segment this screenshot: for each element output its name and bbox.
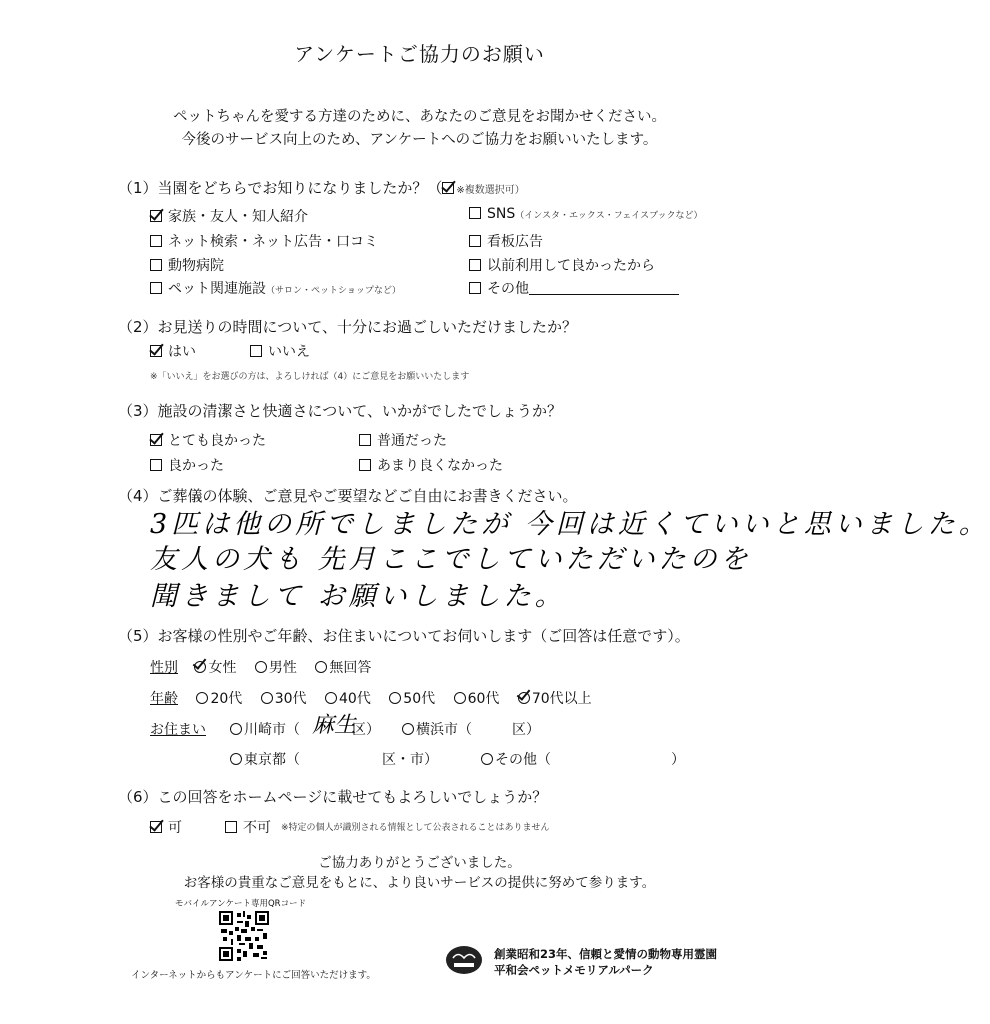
q1-option-net[interactable]: ネット検索・ネット広告・口コミ: [150, 231, 378, 251]
age-option-40s[interactable]: 40代: [325, 691, 371, 707]
checkbox-icon[interactable]: [469, 259, 481, 271]
q3-option-good[interactable]: 良かった: [150, 455, 224, 475]
checkbox-icon[interactable]: [225, 821, 237, 833]
other-blank[interactable]: [529, 282, 679, 295]
checkbox-icon[interactable]: [469, 207, 481, 219]
checkbox-icon[interactable]: [150, 282, 162, 294]
q2-question: （2）お見送りの時間について、十分にお過ごしいただけましたか？: [118, 318, 577, 336]
q6-question: （6）この回答をホームページに載せてもよろしいでしょうか？: [118, 788, 548, 806]
q1-option-sns[interactable]: SNS（インスタ・エックス・フェイスブックなど）: [469, 206, 703, 222]
handwritten-line-1: 3匹は他の所でしましたが 今回は近くていいと思いました。: [150, 509, 990, 540]
qr-code-icon[interactable]: [219, 911, 269, 961]
q4-question: （4）ご葬儀の体験、ご意見やご要望などご自由にお書きください。: [118, 487, 578, 505]
q3-option-not-good[interactable]: あまり良くなかった: [359, 455, 503, 475]
checkbox-icon[interactable]: [359, 434, 371, 446]
q3-question: （3）施設の清潔さと快適さについて、いかがでしたでしょうか？: [118, 402, 562, 420]
q3-option-average[interactable]: 普通だった: [359, 430, 447, 450]
thanks-line-1: ご協力ありがとうございました。: [318, 855, 521, 871]
age-option-30s[interactable]: 30代: [261, 691, 307, 707]
radio-icon[interactable]: [194, 661, 206, 673]
q1-option-family[interactable]: 家族・友人・知人紹介: [150, 206, 308, 226]
handwritten-line-3: 聞きまして お願いしました。: [150, 581, 566, 612]
q6-note: ※特定の個人が識別される情報として公表されることはありません: [281, 823, 550, 833]
age-option-20s[interactable]: 20代: [196, 691, 242, 707]
handwritten-ward: 麻生: [312, 713, 357, 738]
q2-note: ※「いいえ」をお選びの方は、よろしければ（4）にご意見をお願いいたします: [150, 372, 470, 382]
checkbox-icon[interactable]: [150, 459, 162, 471]
residence-label: お住まい: [150, 722, 206, 738]
checkbox-icon[interactable]: [150, 345, 162, 357]
radio-icon[interactable]: [261, 692, 273, 704]
checkbox-icon[interactable]: [150, 210, 162, 222]
checkbox-icon[interactable]: [250, 345, 262, 357]
handwritten-line-2: 友人の犬も 先月ここでしていただいたのを: [150, 544, 752, 575]
radio-icon[interactable]: [454, 692, 466, 704]
checkbox-icon[interactable]: [359, 459, 371, 471]
residence-other[interactable]: その他（ ）: [481, 749, 685, 769]
q1-option-pet-facility[interactable]: ペット関連施設（サロン・ペットショップなど）: [150, 278, 401, 298]
company-name: 平和会ペットメモリアルパーク: [494, 963, 654, 977]
q3-option-very-good[interactable]: とても良かった: [150, 430, 266, 450]
q5-question: （5）お客様の性別やご年齢、お住まいについてお伺いします（ご回答は任意です）。: [118, 627, 690, 645]
qr-caption: インターネットからもアンケートにご回答いただけます。: [131, 970, 376, 981]
radio-icon[interactable]: [315, 661, 327, 673]
radio-icon[interactable]: [389, 692, 401, 704]
radio-icon[interactable]: [196, 692, 208, 704]
checkbox-icon[interactable]: [150, 259, 162, 271]
radio-icon[interactable]: [402, 723, 414, 735]
age-label: 年齢: [150, 691, 178, 707]
residence-tokyo[interactable]: 東京都（ 区・市）: [230, 749, 438, 769]
q1-option-repeat[interactable]: 以前利用して良かったから: [469, 255, 655, 275]
qr-label: モバイルアンケート専用QRコード: [175, 899, 307, 909]
checkbox-icon: [442, 182, 454, 194]
intro-line-2: 今後のサービス向上のため、アンケートへのご協力をお願いいたします。: [181, 132, 658, 148]
q1-question: （1）当園をどちらでお知りになりましたか？（ ※複数選択可）: [118, 179, 525, 197]
company-tagline: 創業昭和23年、信頼と愛情の動物専用霊園: [494, 947, 718, 961]
radio-icon[interactable]: [230, 753, 242, 765]
radio-icon[interactable]: [255, 661, 267, 673]
q6-option-no[interactable]: 不可: [225, 817, 271, 837]
q2-option-no[interactable]: いいえ: [250, 341, 310, 361]
company-logo-icon: [445, 945, 483, 975]
radio-icon[interactable]: [325, 692, 337, 704]
age-option-70s[interactable]: 70代以上: [518, 691, 592, 707]
radio-icon[interactable]: [481, 753, 493, 765]
gender-option-male[interactable]: 男性: [255, 660, 297, 676]
age-option-50s[interactable]: 50代: [389, 691, 435, 707]
q2-option-yes[interactable]: はい: [150, 341, 196, 361]
q1-option-signboard[interactable]: 看板広告: [469, 231, 543, 251]
page-title: アンケートご協力のお願い: [294, 42, 545, 66]
gender-option-none[interactable]: 無回答: [315, 660, 371, 676]
gender-row: [150, 657, 371, 677]
checkbox-icon[interactable]: [150, 821, 162, 833]
age-row: [150, 688, 592, 708]
checkbox-icon[interactable]: [150, 434, 162, 446]
radio-icon[interactable]: [518, 692, 530, 704]
gender-option-female[interactable]: 女性: [194, 660, 236, 676]
residence-kawasaki[interactable]: 川崎市（ 区）: [230, 719, 380, 739]
radio-icon[interactable]: [230, 723, 242, 735]
residence-yokohama[interactable]: 横浜市（ 区）: [402, 719, 540, 739]
checkbox-icon[interactable]: [150, 235, 162, 247]
checkbox-icon[interactable]: [469, 282, 481, 294]
thanks-line-2: お客様の貴重なご意見をもとに、より良いサービスの提供に努めて参ります。: [183, 875, 656, 891]
checkbox-icon[interactable]: [469, 235, 481, 247]
gender-label: 性別: [150, 660, 178, 676]
q6-option-yes[interactable]: 可: [150, 817, 182, 837]
age-option-60s[interactable]: 60代: [454, 691, 500, 707]
q1-option-vet[interactable]: 動物病院: [150, 255, 224, 275]
intro-line-1: ペットちゃんを愛する方達のために、あなたのご意見をお聞かせください。: [173, 109, 666, 125]
q1-option-other[interactable]: その他: [469, 278, 679, 298]
